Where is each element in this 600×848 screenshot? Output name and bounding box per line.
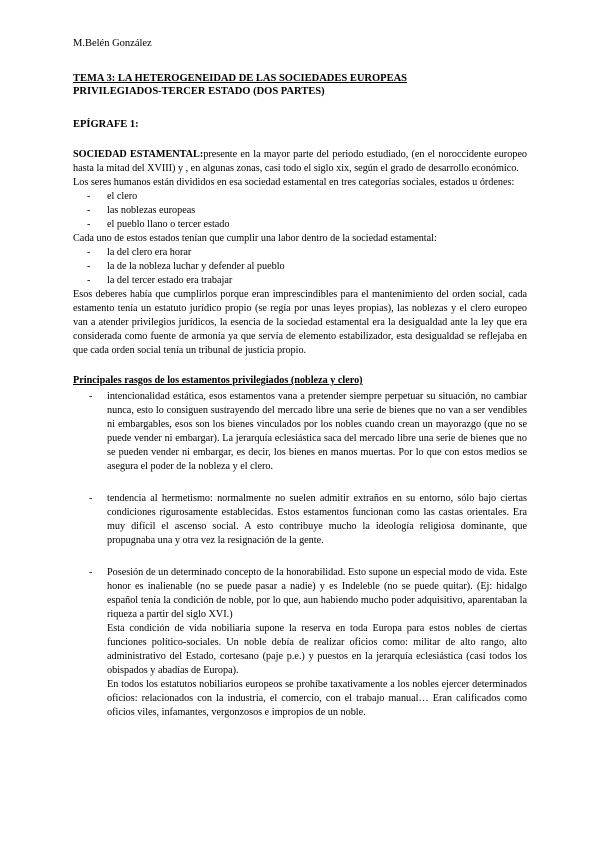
intro-term: SOCIEDAD ESTAMENTAL: xyxy=(73,149,204,160)
labores-list xyxy=(73,246,527,288)
list-item: - la de la nobleza luchar y defender al pueblo xyxy=(73,260,527,274)
list-item: - la del tercer estado era trabajar xyxy=(73,274,527,288)
rasgo-item: - tendencia al hermetismo: normalmente no suelen admitir extraños en su entorno, sólo bajo ciertas condiciones rigurosamente establecidas. Estos estamentos funcionan como las castas orientales. Era muy difícil el ascenso social. A esto contribuye mucho la ideología religiosa dominante, que propugnaba una y otra vez la resignación de la gente. xyxy=(73,492,527,548)
author-name: M.Belén González xyxy=(73,38,152,49)
epigrafe-heading: EPÍGRAFE 1: xyxy=(73,119,139,130)
list-item: - el clero xyxy=(73,190,527,204)
rasgos-list xyxy=(73,390,527,720)
labor-paragraph: Cada uno de estos estados tenían que cumplir una labor dentro de la sociedad estamental: xyxy=(73,233,437,244)
intro-text: presente en la mayor parte del periodo estudiado, (en el noroccidente europeo hasta la mitad del XVIII) y , en algunas zonas, casi todo el siglo xix, según el grado de desarrollo económico. xyxy=(73,149,527,174)
list-item: - las noblezas europeas xyxy=(73,204,527,218)
rasgo-item xyxy=(73,566,527,720)
divided-paragraph: Los seres humanos están divididos en esa sociedad estamental en tres categorías sociales, estados u órdenes: xyxy=(73,177,515,188)
section-heading: Principales rasgos de los estamentos privilegiados (nobleza y clero) xyxy=(73,375,363,386)
list-item: - el pueblo llano o tercer estado xyxy=(73,218,527,232)
rasgo-text: Esta condición de vida nobiliaria supone la reserva en toda Europa para estos nobles de ciertas funciones político-sociales. Un noble debía de realizar oficios como: militar de alto rango, alto administrativo del Estado, cortesano (paje p.e.) y puestos en la jerarquía eclesiástica (casi todos los obispados y abadías de Europa). xyxy=(107,623,527,676)
rasgo-item: - intencionalidad estática, esos estamentos vana a pretender siempre perpetuar su situación, no cambiar nunca, esto lo consiguen sustrayendo del mercado libre una serie de bienes que no van a ser vendibles ni embargables, esos son los bienes vinculados por los nobles cuando crean un mayorazgo (que no se puede vender ni embargar). La jerarquía eclesiástica saca del mercado libre una serie de bienes que no se pueden vender ni embargar, es decir, los bienes en manos muertas. Por lo que con estos medios se asegura el poder de la nobleza y el clero. xyxy=(73,390,527,474)
document-body xyxy=(73,72,527,738)
intro-paragraph xyxy=(73,148,527,176)
list-item: - la del clero era horar xyxy=(73,246,527,260)
estados-list xyxy=(73,190,527,232)
rasgo-text: En todos los estatutos nobiliarios europeos se prohíbe taxativamente a los nobles ejercer determinados oficios: relacionados con la industria, el comercio, con el trabajo manual… Eran calificados como oficios viles, infamantes, vergonzosos e impropios de un noble. xyxy=(107,679,527,718)
rasgo-text: - Posesión de un determinado concepto de la honorabilidad. Esto supone un especial modo de vida. Este honor es inalienable (no se puede pasar a nadie) y es Indeleble (no se puede quitar). (Ej: hidalgo español tenía la condición de noble, por lo que, aun habiendo mucho poder adquisitivo, aparentaban la riqueza a partir del siglo XVI.) xyxy=(107,567,527,620)
document-title: TEMA 3: LA HETEROGENEIDAD DE LAS SOCIEDADES EUROPEAS xyxy=(73,73,408,84)
deberes-paragraph: Esos deberes había que cumplirlos porque eran imprescindibles para el mantenimiento del orden social, cada estamento tenía un estatuto jurídico propio (se regía por unas leyes propias), las noblezas y el clero europeo van a atender privilegios jurídicos, la esencia de la sociedad estamental era la desigualdad ante la ley que era considerada como fuente de armonía ya que servía de elemento estabilizador, esta desigualdad se reflejaba en que cada orden social tenía un tribunal de justicia propio. xyxy=(73,289,527,356)
document-subtitle: PRIVILEGIADOS-TERCER ESTADO (DOS PARTES) xyxy=(73,86,325,97)
